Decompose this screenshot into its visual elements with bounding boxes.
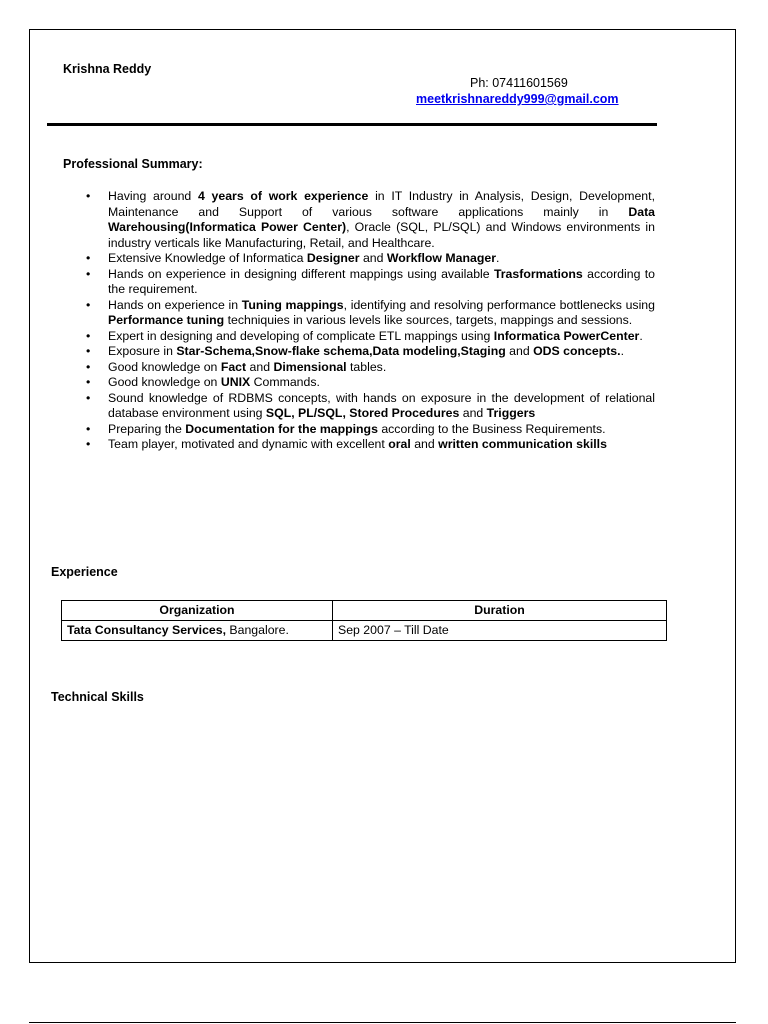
summary-item (86, 359, 655, 376)
summary-text: in IT Industry in Analysis, Design, Development, Maintenance and Support of various software applications mainly in (108, 189, 655, 219)
header-divider (47, 123, 657, 126)
summary-emphasis: Trasformations (493, 266, 583, 281)
summary-item (86, 344, 655, 360)
summary-text: . (639, 328, 643, 343)
summary-item (86, 421, 655, 438)
summary-emphasis: written communication skills (438, 437, 607, 451)
summary-text: Commands. (250, 375, 320, 389)
bullet-icon: • (86, 251, 91, 265)
phone-number: Ph: 07411601569 (470, 76, 568, 90)
summary-item (86, 437, 655, 453)
bullet-icon: • (86, 390, 91, 405)
summary-text: , identifying and resolving performance bottlenecks using (343, 297, 655, 312)
summary-emphasis: Dimensional (273, 359, 347, 374)
summary-text: techniquies in various levels like sources, targets, mappings and sessions. (224, 313, 633, 327)
column-header-organization: Organization (62, 601, 333, 621)
summary-text: and (359, 251, 387, 265)
summary-emphasis: UNIX (220, 375, 251, 389)
summary-text: Hands on experience in designing different mappings using available (108, 266, 494, 281)
professional-summary-heading: Professional Summary: (63, 157, 203, 171)
summary-text: Extensive Knowledge of Informatica (108, 251, 307, 265)
bullet-icon: • (86, 297, 91, 312)
summary-text: , Oracle (SQL, PL/SQL) and Windows environments in industry verticals like Manufacturing, Retail, and Healthcare. (108, 220, 655, 250)
summary-text: Exposure in (108, 344, 177, 358)
summary-emphasis: Triggers (486, 406, 536, 420)
organization-location: Bangalore. (226, 622, 289, 637)
summary-text: according to the requirement. (108, 266, 655, 296)
summary-emphasis: Star-Schema,Snow-flake schema,Data modeling,Staging (176, 344, 506, 358)
experience-table (61, 600, 667, 641)
bullet-icon: • (86, 437, 91, 451)
email-link[interactable]: meetkrishnareddy999@gmail.com (416, 92, 619, 106)
duration-cell: Sep 2007 – Till Date (333, 621, 667, 641)
summary-text: Expert in designing and developing of complicate ETL mappings using (108, 328, 494, 343)
summary-item (86, 251, 655, 267)
summary-emphasis: Documentation for the mappings (185, 421, 378, 436)
summary-text: according to the Business Requirements. (377, 421, 606, 436)
summary-item (86, 375, 655, 391)
table-header-row (62, 601, 667, 621)
summary-emphasis: Data Warehousing(Informatica Power Center) (108, 204, 655, 234)
summary-text: Preparing the (108, 421, 186, 436)
summary-item (86, 189, 655, 251)
professional-summary-list (86, 189, 655, 453)
summary-emphasis: 4 years of work experience (197, 189, 369, 203)
summary-text: Good knowledge on (108, 375, 221, 389)
organization-cell (62, 621, 333, 641)
summary-item (86, 328, 655, 345)
summary-emphasis: Informatica PowerCenter (493, 328, 640, 343)
summary-text: Good knowledge on (108, 359, 221, 374)
summary-item (86, 297, 655, 329)
bullet-icon: • (86, 344, 91, 358)
summary-text: and (505, 344, 534, 358)
organization-name: Tata Consultancy Services, (67, 622, 227, 637)
summary-text: and (246, 359, 274, 374)
table-row (62, 621, 667, 641)
summary-text: . (620, 344, 624, 358)
summary-emphasis: SQL, PL/SQL, Stored Procedures (265, 406, 460, 420)
bullet-icon: • (86, 266, 91, 281)
summary-emphasis: Designer (306, 251, 360, 265)
summary-emphasis: ODS concepts. (533, 344, 621, 358)
candidate-name: Krishna Reddy (63, 62, 152, 76)
bullet-icon: • (86, 189, 91, 203)
bullet-icon: • (86, 359, 91, 374)
summary-emphasis: Workflow Manager (386, 251, 496, 265)
summary-text: . (495, 251, 500, 265)
summary-text: and (410, 437, 439, 451)
summary-text: Sound knowledge of RDBMS concepts, with hands on exposure in the development of relational database environment using (108, 390, 655, 420)
summary-item (86, 390, 655, 422)
summary-emphasis: oral (388, 437, 411, 451)
summary-emphasis: Tuning mappings (241, 297, 344, 312)
bullet-icon: • (86, 328, 91, 343)
page-bottom-rule (29, 1022, 736, 1023)
summary-text: and (459, 406, 487, 420)
summary-text: tables. (346, 359, 387, 374)
experience-heading: Experience (51, 565, 118, 579)
summary-text: Hands on experience in (108, 297, 242, 312)
bullet-icon: • (86, 375, 91, 389)
summary-emphasis: Performance tuning (108, 313, 225, 327)
column-header-duration: Duration (333, 601, 667, 621)
summary-item (86, 266, 655, 298)
bullet-icon: • (86, 421, 91, 436)
summary-text: Team player, motivated and dynamic with excellent (108, 437, 389, 451)
technical-skills-heading: Technical Skills (51, 690, 144, 704)
summary-text: Having around (108, 189, 198, 203)
summary-emphasis: Fact (220, 359, 247, 374)
